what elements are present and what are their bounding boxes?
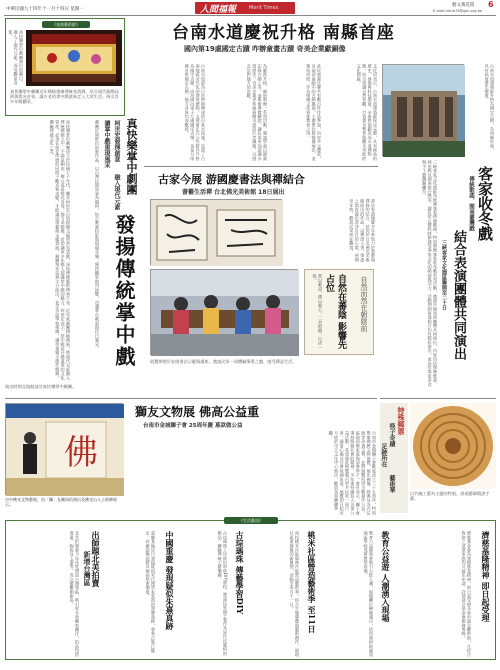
events-col2-title: 中國重慶 發現疑似朱熹真跡 bbox=[165, 531, 175, 630]
lions-subtitle: 台南市金城獅子會 25周年慶 募款做公益 bbox=[143, 423, 243, 429]
stamp-headline-area bbox=[380, 403, 408, 513]
masthead-subtitle: Merit Times bbox=[249, 5, 279, 11]
events-col4-title: 桃米社區營造藝術季 至11日 bbox=[307, 531, 317, 633]
events-col2-body: 重慶某地近日發現疑似宋代理學家朱熹的墨寶真跡，專家正進行鑑定，若確認無誤將具極高學術價值。 bbox=[145, 531, 156, 653]
hakka-title: 客家收冬戲 bbox=[476, 166, 494, 241]
page-number: 6 bbox=[488, 0, 494, 9]
calligraphy-body: 書法家游國慶多年來致力於書藝與禪修的結合，此次於台北佛光美術館展出的作品，以禪語入書，筆墨之間流露出清淨自在的心境，展期至年底，歡迎民眾前往觀賞。 bbox=[349, 199, 376, 262]
events-col4-body: 南投桃米社區舉辦社區營造藝術季，結合生態導覽與藝術創作，展現社區重建後的新風貌，活動至本月十一日。 bbox=[289, 531, 300, 657]
page-header bbox=[0, 0, 500, 16]
theater-box-label: 《表演藝術群》 bbox=[42, 21, 90, 28]
waterworks-photo bbox=[382, 64, 464, 156]
waterworks-image bbox=[383, 65, 465, 157]
left-lower-body: 演出時間及地點請洽真快樂掌中劇團。 bbox=[5, 384, 77, 389]
main-body-col-4: 文化局表示，台南水道建築群保存完整，具有極高的歷史、建築與科技價值，未來將規劃成為水道博物館，結合周邊自然景觀，打造兼具教育與觀光功能的文化園區。 bbox=[356, 64, 378, 161]
events-col3-title: 古琮瑪珠 傳藝學習DIY bbox=[235, 531, 245, 615]
events-col5-body: 教育公益園遊會吸引大批人潮，現場攤位琳瑯滿目，所得將捐助偏遠地區學校充實教學設備。 bbox=[363, 531, 374, 657]
workshop-photo bbox=[150, 269, 298, 355]
woven-basket-photo bbox=[410, 403, 496, 489]
main-body-col-1: 台南水道原為日治時期興建的自來水設施，見證了台南地區近代化的發展歷程。文建會正式公告將其升格為國定古蹟，成為國內第十九處國定古蹟，也是台南縣首座國定古蹟，地方各界均表歡欣。 bbox=[184, 64, 206, 161]
issue-date: 中華民國九十四年十一月十四日 星期一 bbox=[6, 7, 84, 12]
hakka-headline-area bbox=[440, 160, 496, 390]
stamp-body: 以竹編工藝為主題的特展，展現藝師精湛手藝。 bbox=[410, 491, 490, 502]
woven-basket-image bbox=[410, 403, 496, 489]
hakka-deck: 傳統歌謠、閩南臺灣戲 bbox=[468, 176, 474, 231]
events-col1-sub: 新增台灣區 bbox=[83, 551, 92, 586]
stamp-block bbox=[380, 398, 496, 516]
theater-intro-text: 真快樂掌中劇團近年積極推廣傳統布袋戲，結合現代劇場技術與燈光音效，讓古老的掌中戲重新走入大眾生活，吸引許多年輕觀眾。 bbox=[10, 89, 119, 105]
stamp-text-3: 藝術華 bbox=[388, 475, 395, 493]
section-name: 藝文萬花筒 bbox=[452, 3, 475, 8]
events-col3-body: 古琮瑪珠工坊推出串珠DIY課程，邀請民眾親手製作具原住民風格的飾品，體驗傳統工藝樂趣。 bbox=[217, 531, 228, 656]
events-col1-headline bbox=[82, 531, 102, 657]
calligraphy-artwork-image bbox=[151, 200, 283, 266]
events-box-label: 《生活藝訊》 bbox=[224, 517, 278, 524]
calligraphy-scroll-poem: 自然而然在朝陰前 bbox=[360, 276, 368, 332]
theater-subtitle-2: 融入現代元素 bbox=[113, 174, 120, 210]
theater-subtitle-3: 讓掌中戲重現風采 bbox=[103, 120, 110, 168]
calligraphy-artwork bbox=[150, 199, 282, 265]
theater-body-col-1: 真快樂掌中劇團成立於民國七十年代，團長柯世宏自幼跟隨父親學習布袋戲，深知傳統藝術傳承不易。近年來劇團積極創新，將現代元素融入傳統戲碼之中，不論是劇本、舞台或是燈光音效，都力求精緻，希望讓更多年輕人認識掌中戲的魅力。柯世宏表示，掌中戲是台灣重要的文化資產，必須在保存傳統的同時不斷求新求變，才能讓這項藝術永續發展。劇團每年巡迴全台演出，並至各級學校推廣，讓學童親手操作戲偶，體驗傳統文化之美。 bbox=[49, 120, 71, 380]
puppet-stage-photo bbox=[26, 30, 122, 86]
events-col1-title: 出師題北美拍賣 bbox=[91, 531, 101, 587]
calligraphy-scroll bbox=[304, 269, 374, 355]
events-col1-body: 北美拍賣會今年首度增設台灣專區，吸引眾多收藏家關注，拍品包括書畫、陶瓷及玉器等，成交價屢創新高。 bbox=[69, 531, 80, 657]
main-body-col-2: 為慶祝升格，縣府舉辦一系列活動，邀請學童以繪畫記錄古蹟之美，並舉辦導覽解說，讓民眾更加認識水道歷史。奇美企業更特地捐贈水道設計者銅像，以感念其對地方的貢獻。 bbox=[246, 64, 268, 161]
main-subhead: 國內第19處國定古蹟 咋辦童畫古蹟 奇美企業獻銅像 bbox=[184, 45, 346, 53]
svg-text:佛: 佛 bbox=[64, 433, 98, 473]
lions-body: 台南市金城獅子會歡度成立二十五周年，特別舉辦佛教文物展覽，展出佛像、經典及各式法器等珍貴文物，並將展覽所得全數捐作公益，協助弱勢家庭與清寒學子。會長表示，獅子會秉持服務社會的精神，多年來持續投入各項公益活動，希望藉此展覽號召更多民眾一同行善，讓愛心遍及社會每個角落。展覽即日起至月底於市立文化中心展出，歡迎各界踴躍參觀。 bbox=[328, 431, 377, 515]
theater-headline-area bbox=[102, 118, 140, 380]
lions-event-image bbox=[6, 404, 124, 496]
calligraphy-scroll-text: 書以載道，禪以養心，二者相融，自成一格。 bbox=[312, 274, 323, 350]
calligraphy-subtitle: 書藝生活禪 台北佛光美術館 18日展出 bbox=[182, 189, 285, 196]
main-body-col-3: 此次童畫比賽共有數百件作品參加，內容多元豐富，呈現孩童眼中的古蹟風貌，主辦單位將擇優展出，並集結成冊，作為推廣文化資產教育之用。 bbox=[306, 64, 322, 161]
events-col6-title: 濟慈基隆精神 即日起受理 bbox=[481, 531, 491, 622]
contact-email: E-mail:mtnb74@gsn.org.tw bbox=[433, 9, 483, 13]
calligraphy-title: 古家今展 游國慶書法與禪結合 bbox=[158, 173, 305, 186]
main-headline: 台南水道慶祝升格 南縣首座 bbox=[172, 23, 395, 43]
events-section bbox=[5, 520, 496, 660]
main-headline-block bbox=[144, 18, 496, 60]
theater-photo-caption: 真快樂掌中劇團演出的劇目，融入了現代元素，深受觀眾喜愛。 bbox=[8, 30, 24, 85]
masthead-logo bbox=[195, 2, 295, 14]
calligraphy-block bbox=[144, 166, 378, 392]
events-col5-title: 教育公益遊 人潮湧入現場 bbox=[381, 531, 391, 622]
hakka-deck-2: 三峽客家文化園區聯開至二十日 bbox=[441, 240, 447, 310]
stamp-text-2: 足跡所在 bbox=[380, 443, 387, 467]
lions-photo-caption: 台中佛光文物藝展，由「獅」友陳添佑演出及佛光山人士助陣展示。 bbox=[5, 497, 117, 507]
stamp-text-1: 筷子奇蹟 bbox=[388, 423, 395, 447]
lions-title: 獅友文物展 佛高公益重 bbox=[135, 405, 260, 419]
hakka-subtitle: 結合表演團體共同演出 bbox=[451, 230, 466, 360]
lions-block bbox=[5, 398, 377, 516]
waterworks-caption: 台南水道建築群升格為國定古蹟，為南縣首座，具有高度歷史價值。 bbox=[484, 64, 495, 152]
lions-photo bbox=[5, 403, 123, 495]
events-col6-body: 濟慈基金會為發揚慈悲精神，即日起受理各界申請急難救助，凡符合資格之清寒家庭均可提出申請，詳情請洽基金會服務專線。 bbox=[461, 531, 472, 657]
puppet-stage-image bbox=[26, 30, 122, 86]
theater-photo-box bbox=[5, 18, 125, 116]
calligraphy-body-2: 展覽期間另安排書法示範與講座，邀請民眾一同體驗筆墨之趣，感受禪意生活。 bbox=[150, 359, 297, 364]
theater-body-col-2: 劇團近期推出的新作品，以台灣民間故事為題材，結合動畫投影與現場音樂，獲得觀眾熱烈回響，也讓掌中戲重現往日風采。 bbox=[95, 120, 100, 351]
calligraphy-scroll-headline: 自然在蕃陰 影響先占位 bbox=[324, 274, 346, 350]
header-rule bbox=[4, 15, 496, 16]
masthead-title: 人間福報 bbox=[200, 5, 237, 15]
hakka-body-col-1: 三峽客家文化園區為推廣客家傳統戲曲，特別舉辦客家收冬戲系列活動，邀請多個表演團體共同演出，內容包括傳統歌謠、採茶戲及閩南歌仔戲等，讓民眾在豐收時節感受客家文化的熱情與活力。活動期間每逢假日均有精彩演出，並設有客家美食與手工藝體驗攤位。 bbox=[422, 160, 438, 387]
theater-subtitle-1: 柯世宏發揮創意 bbox=[113, 120, 120, 162]
theater-big-title: 發揚傳統掌中戲 bbox=[112, 214, 136, 368]
workshop-image bbox=[151, 270, 299, 356]
stamp-title: 特殊郵票 bbox=[397, 407, 406, 435]
theater-title: 真快樂掌中劇團 bbox=[125, 118, 138, 195]
